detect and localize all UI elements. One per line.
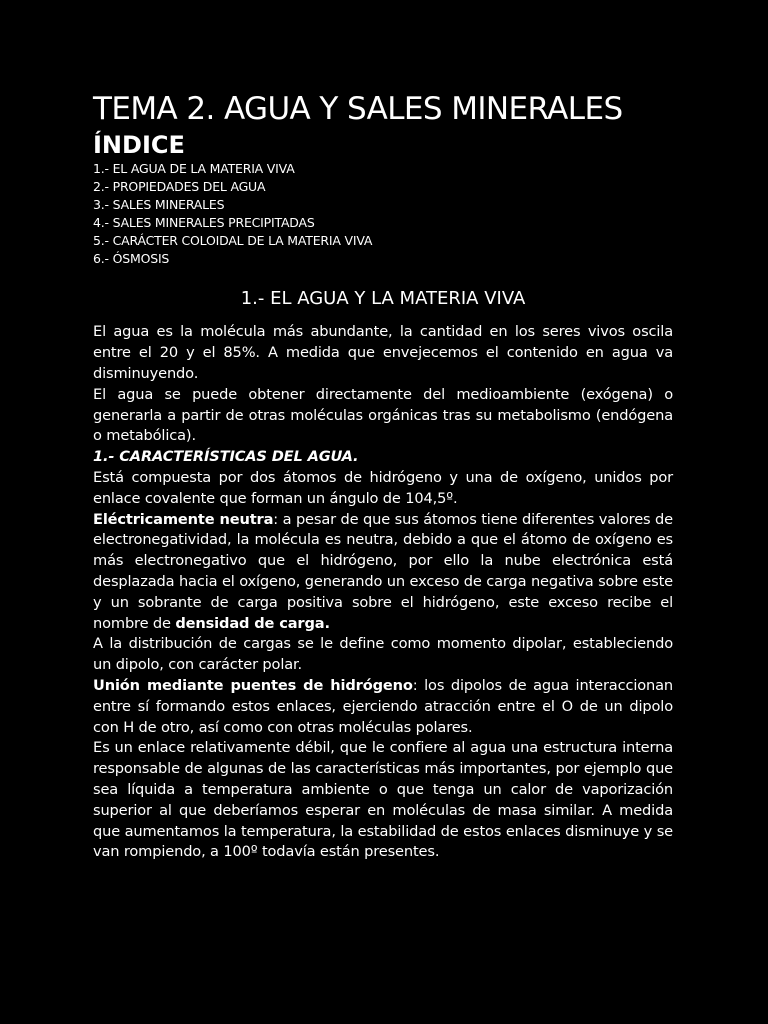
paragraph	[93, 676, 673, 738]
paragraph: Está compuesta por dos átomos de hidrógeno y una de oxígeno, unidos por enlace covalente que forman un ángulo de 104,5º.	[93, 469, 673, 507]
document-title: TEMA 2. AGUA Y SALES MINERALES	[93, 91, 623, 127]
term-bold: Unión mediante puentes de hidrógeno	[93, 676, 413, 694]
index-item: 5.- CARÁCTER COLOIDAL DE LA MATERIA VIVA	[93, 232, 373, 248]
paragraph: El agua se puede obtener directamente del medioambiente (exógena) o generarla a partir de otras moléculas orgánicas tras su metabolismo (endógena o metabólica).	[93, 385, 673, 445]
index-item: 2.- PROPIEDADES DEL AGUA	[93, 178, 266, 194]
paragraph	[93, 510, 673, 635]
document-page	[93, 88, 673, 863]
index-item: 3.- SALES MINERALES	[93, 196, 225, 212]
index-item: 4.- SALES MINERALES PRECIPITADAS	[93, 214, 315, 230]
paragraph: Es un enlace relativamente débil, que le confiere al agua una estructura interna responsable de algunas de las características más importantes, por ejemplo que sea líquida a temperatura ambiente o que tenga un calor de vaporización superior al que deberíamos esperar en moléculas de masa similar. A medida que aumentamos la temperatura, la estabilidad de estos enlaces disminuye y se van rompiendo, a 100º todavía están presentes.	[93, 739, 673, 861]
term-bold: densidad de carga.	[175, 614, 330, 632]
paragraph: A la distribución de cargas se le define como momento dipolar, estableciendo un dipolo, con carácter polar.	[93, 635, 673, 674]
index-list	[93, 160, 673, 267]
index-item: 1.- EL AGUA DE LA MATERIA VIVA	[93, 161, 295, 176]
index-heading: ÍNDICE	[93, 131, 185, 159]
paragraph-text: : a pesar de que sus átomos tiene diferentes valores de electronegatividad, la molécula es neutra, debido a que el átomo de oxígeno es más electronegativo que el hidrógeno, por ello la nube electrónica está desplazada hacia el oxígeno, generando un exceso de carga negativa sobre este y un sobrante de carga positiva sobre el hidrógeno, este exceso recibe el nombre de	[93, 510, 673, 632]
section-body	[93, 322, 673, 863]
index-item: 6.- ÓSMOSIS	[93, 250, 170, 266]
term-bold: Eléctricamente neutra	[93, 510, 274, 528]
section-title: 1.- EL AGUA Y LA MATERIA VIVA	[240, 288, 526, 310]
subheading: 1.- CARACTERÍSTICAS DEL AGUA.	[93, 448, 359, 466]
paragraph-text: : los dipolos de agua interaccionan entre sí formando estos enlaces, ejerciendo atracción entre el O de un dipolo con H de otro, así como con otras moléculas polares.	[93, 676, 674, 736]
paragraph: El agua es la molécula más abundante, la cantidad en los seres vivos oscila entre el 20 y el 85%. A medida que envejecemos el contenido en agua va disminuyendo.	[93, 323, 673, 383]
